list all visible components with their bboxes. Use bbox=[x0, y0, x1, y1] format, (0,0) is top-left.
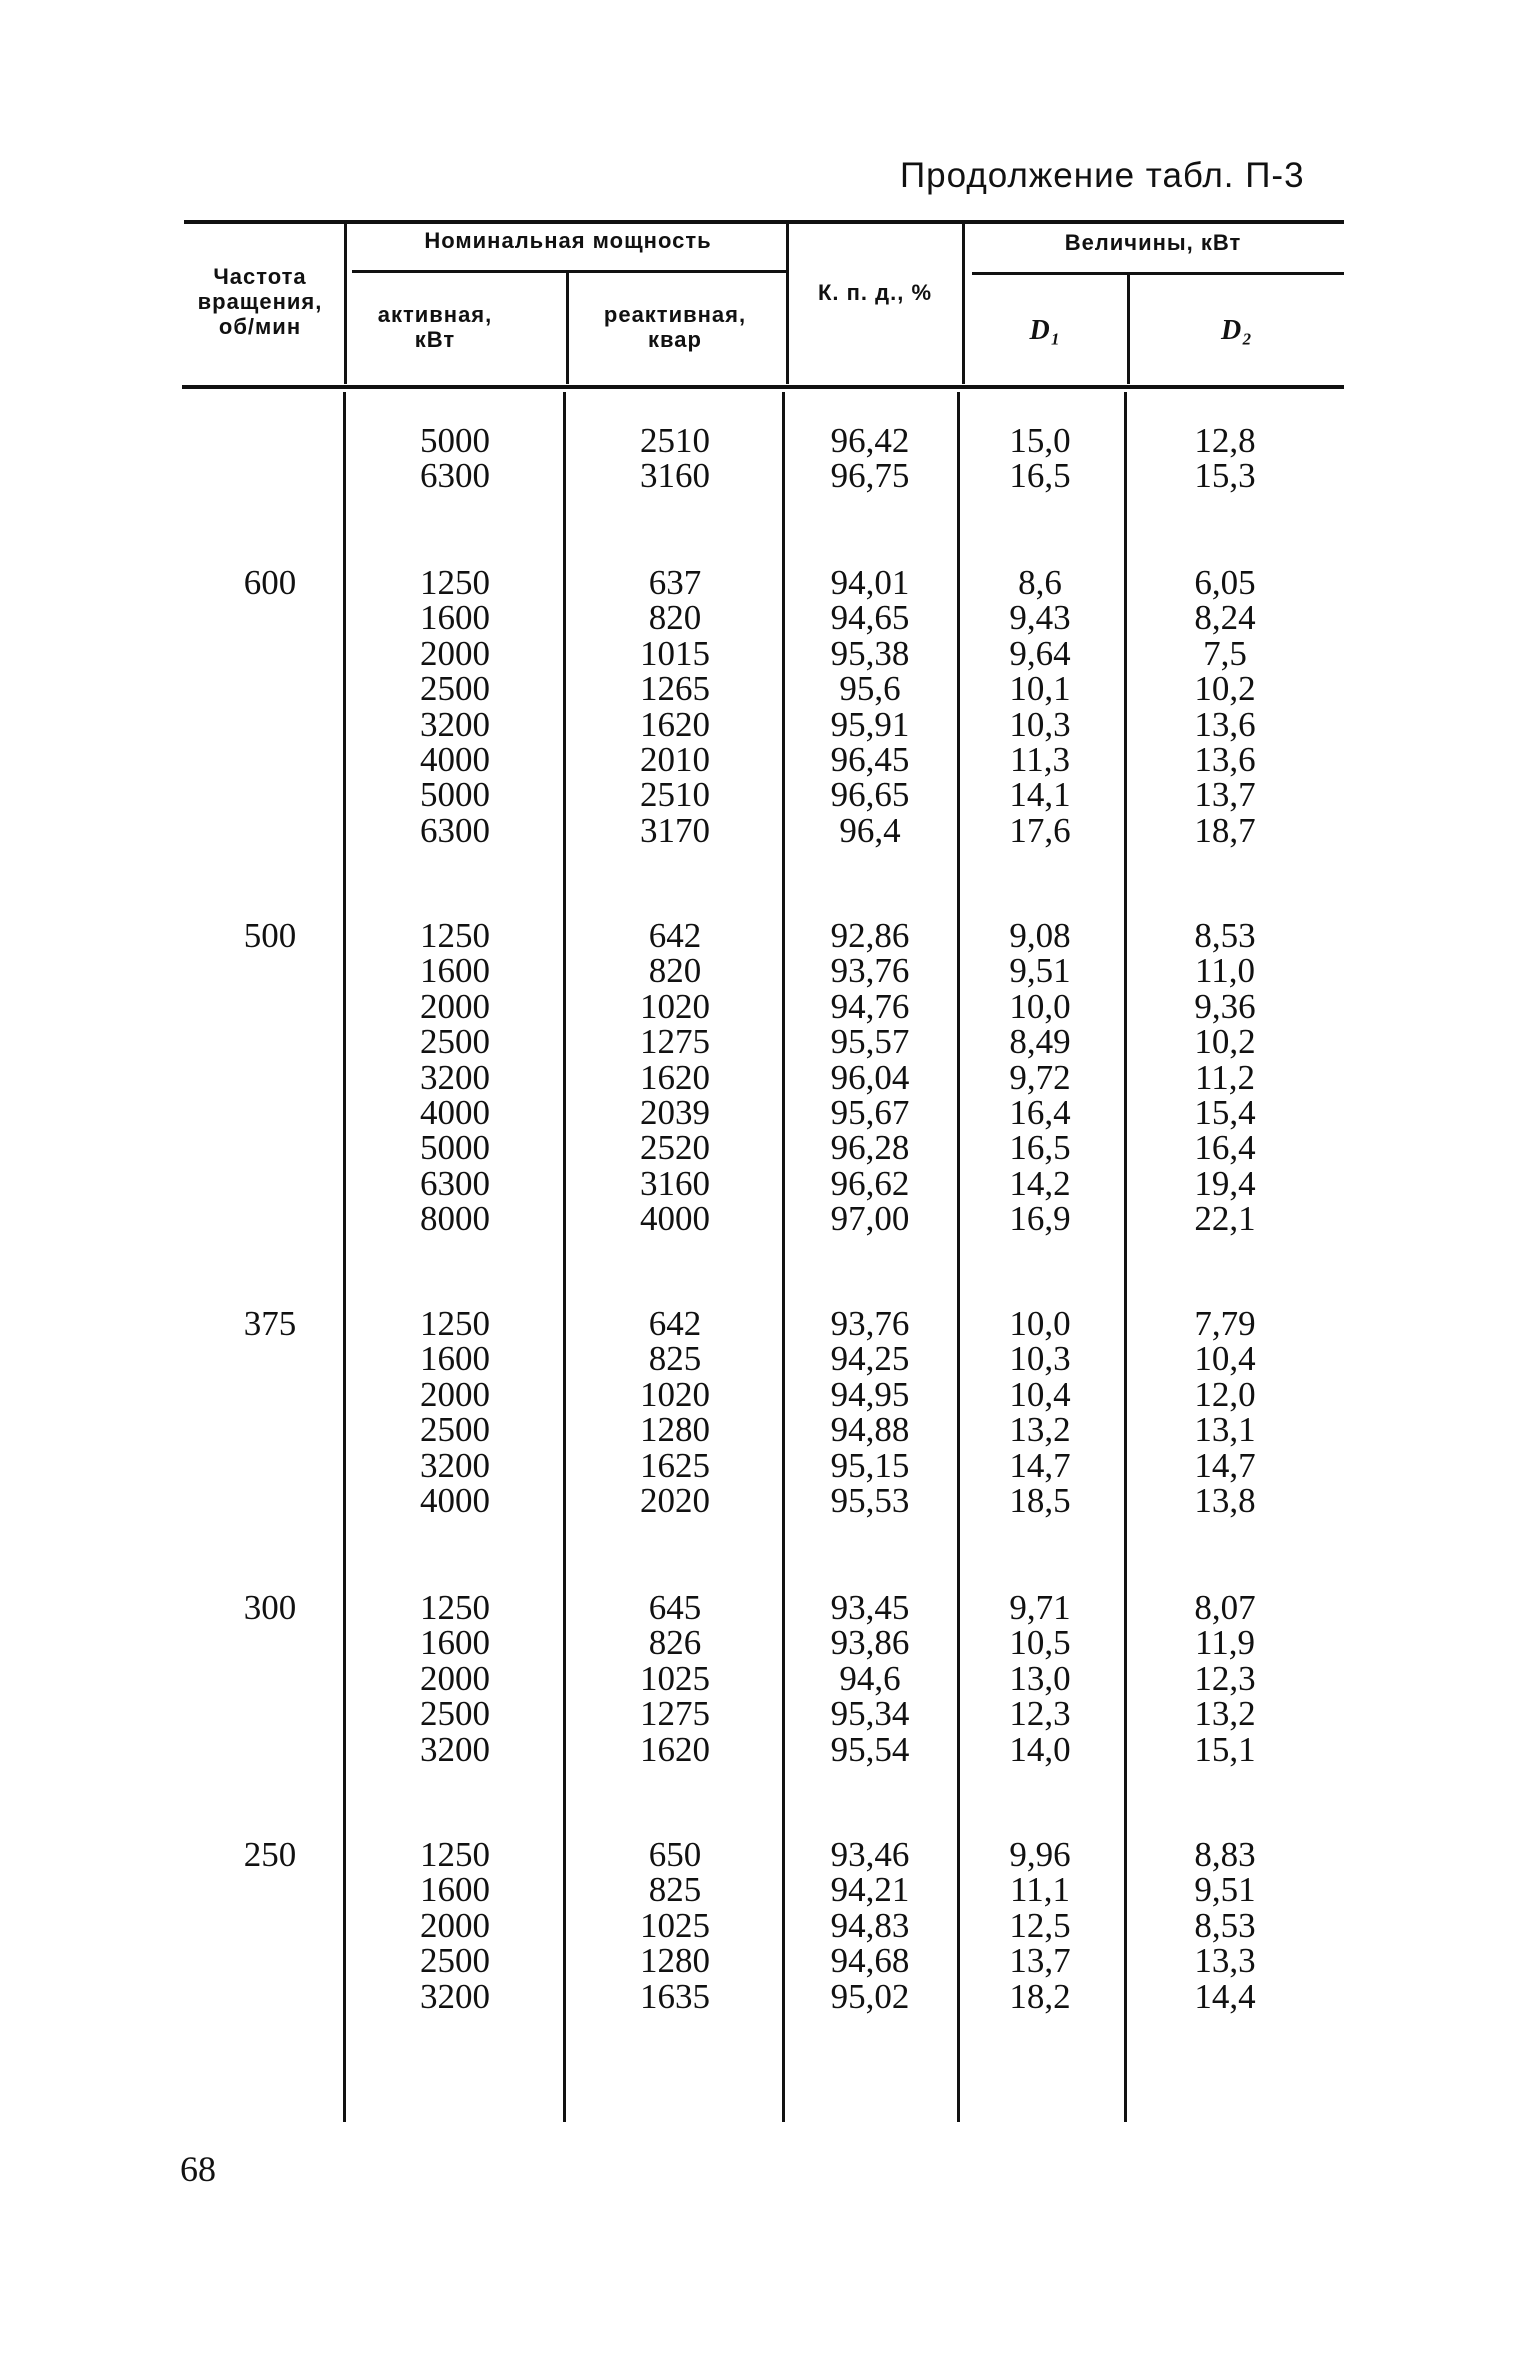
d2-cell: 8,83 9,51 8,53 13,3 14,4 bbox=[1194, 1835, 1256, 2016]
header-values: Величины, кВт bbox=[1064, 230, 1242, 255]
header-bottom-rule bbox=[182, 385, 1344, 389]
active-power-cell: 1250 1600 2000 2500 3200 bbox=[420, 1835, 490, 2016]
header-active-power: активная, кВт bbox=[377, 302, 493, 352]
efficiency-cell: 94,01 94,65 95,38 95,6 95,91 96,45 96,65 96,4 bbox=[830, 563, 910, 850]
d2-cell: 6,05 8,24 7,5 10,2 13,6 13,6 13,7 18,7 bbox=[1194, 563, 1256, 850]
header-divider-5 bbox=[1127, 274, 1130, 384]
speed-cell: 500 bbox=[243, 916, 297, 955]
header-divider-1 bbox=[344, 222, 347, 384]
nominal-power-underline bbox=[352, 270, 788, 273]
d2-cell: 8,07 11,9 12,3 13,2 15,1 bbox=[1194, 1588, 1256, 1769]
header-divider-4 bbox=[962, 222, 965, 384]
table-caption: Продолжение табл. П-3 bbox=[900, 156, 1305, 195]
values-underline bbox=[972, 272, 1344, 275]
body-divider-4 bbox=[957, 392, 960, 2122]
active-power-cell: 1250 1600 2000 2500 3200 bbox=[420, 1588, 490, 1769]
speed-cell: 375 bbox=[243, 1304, 297, 1343]
header-nominal-power: Номинальная мощность bbox=[424, 228, 712, 253]
body-divider-1 bbox=[343, 392, 346, 2122]
active-power-cell: 1250 1600 2000 2500 3200 4000 5000 6300 bbox=[420, 563, 490, 850]
header-d1: D₁ bbox=[1029, 315, 1062, 346]
page-number: 68 bbox=[180, 2149, 216, 2189]
body-divider-5 bbox=[1124, 392, 1127, 2122]
header-efficiency: К. п. д., % bbox=[817, 280, 933, 305]
d1-cell: 9,71 10,5 13,0 12,3 14,0 bbox=[1009, 1588, 1071, 1769]
header-speed: Частота вращения, об/мин bbox=[197, 264, 323, 339]
d1-cell: 9,08 9,51 10,0 8,49 9,72 16,4 16,5 14,2 16,9 bbox=[1009, 916, 1071, 1239]
active-power-cell: 1250 1600 2000 2500 3200 4000 5000 6300 8000 bbox=[420, 916, 490, 1239]
efficiency-cell: 93,76 94,25 94,95 94,88 95,15 95,53 bbox=[830, 1304, 910, 1521]
d1-cell: 9,96 11,1 12,5 13,7 18,2 bbox=[1009, 1835, 1071, 2016]
d2-cell: 12,8 15,3 bbox=[1194, 421, 1256, 496]
efficiency-cell: 93,45 93,86 94,6 95,34 95,54 bbox=[830, 1588, 910, 1769]
body-divider-2 bbox=[563, 392, 566, 2122]
speed-cell: 300 bbox=[243, 1588, 297, 1627]
d2-cell: 7,79 10,4 12,0 13,1 14,7 13,8 bbox=[1194, 1304, 1256, 1521]
body-divider-3 bbox=[782, 392, 785, 2122]
header-divider-3 bbox=[786, 222, 789, 384]
efficiency-cell: 93,46 94,21 94,83 94,68 95,02 bbox=[830, 1835, 910, 2016]
efficiency-cell: 92,86 93,76 94,76 95,57 96,04 95,67 96,28 96,62 97,00 bbox=[830, 916, 910, 1239]
d1-cell: 8,6 9,43 9,64 10,1 10,3 11,3 14,1 17,6 bbox=[1009, 563, 1071, 850]
reactive-power-cell: 650 825 1025 1280 1635 bbox=[640, 1835, 710, 2016]
active-power-cell: 1250 1600 2000 2500 3200 4000 bbox=[420, 1304, 490, 1521]
reactive-power-cell: 2510 3160 bbox=[640, 421, 710, 496]
header-d2: D₂ bbox=[1221, 315, 1253, 346]
reactive-power-cell: 645 826 1025 1275 1620 bbox=[640, 1588, 710, 1769]
table-top-rule bbox=[184, 220, 1344, 224]
d1-cell: 10,0 10,3 10,4 13,2 14,7 18,5 bbox=[1009, 1304, 1071, 1521]
speed-cell: 600 bbox=[243, 563, 297, 602]
reactive-power-cell: 637 820 1015 1265 1620 2010 2510 3170 bbox=[640, 563, 710, 850]
reactive-power-cell: 642 825 1020 1280 1625 2020 bbox=[640, 1304, 710, 1521]
speed-cell: 250 bbox=[243, 1835, 297, 1874]
reactive-power-cell: 642 820 1020 1275 1620 2039 2520 3160 4000 bbox=[640, 916, 710, 1239]
d1-cell: 15,0 16,5 bbox=[1009, 421, 1071, 496]
active-power-cell: 5000 6300 bbox=[420, 421, 490, 496]
efficiency-cell: 96,42 96,75 bbox=[830, 421, 910, 496]
d2-cell: 8,53 11,0 9,36 10,2 11,2 15,4 16,4 19,4 22,1 bbox=[1194, 916, 1256, 1239]
header-divider-2 bbox=[566, 272, 569, 384]
header-reactive-power: реактивная, квар bbox=[603, 302, 747, 352]
